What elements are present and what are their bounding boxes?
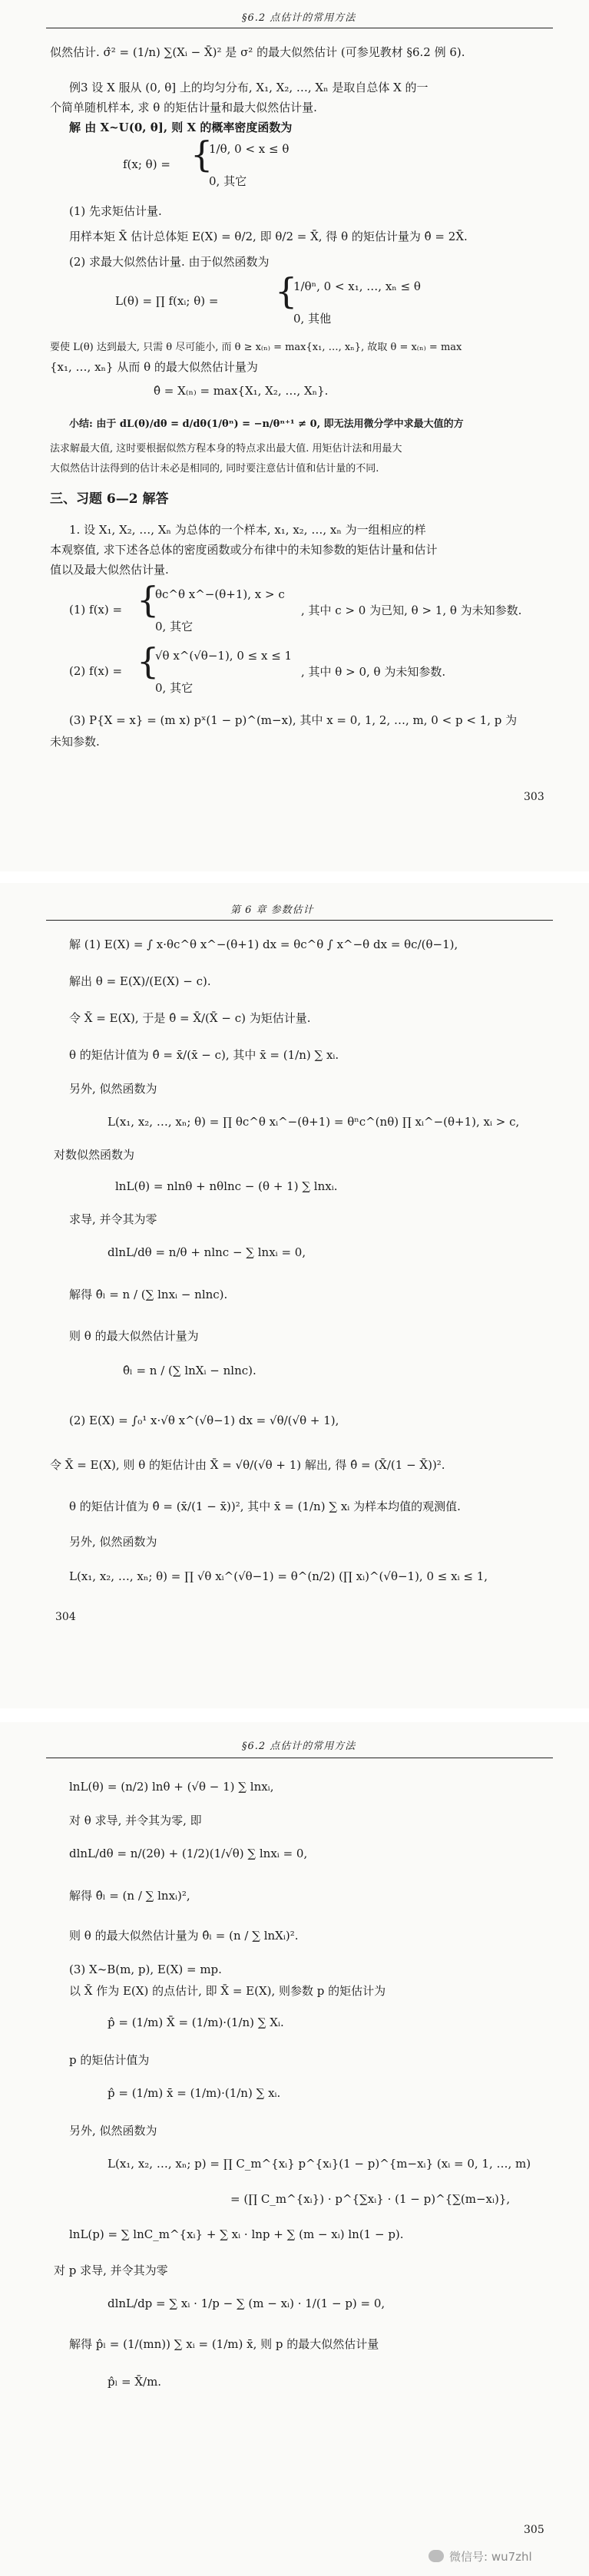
text-line: 对数似然函数为 (54, 1148, 135, 1162)
text-line: , 其中 c > 0 为已知, θ > 1, θ 为未知参数. (301, 603, 522, 617)
equation-case: 0, 其它 (155, 681, 194, 695)
text-line: {x₁, …, xₙ} 从而 θ 的最大似然估计量为 (50, 360, 258, 374)
solution-line: 解 (1) E(X) = ∫ x·θc^θ x^−(θ+1) dx = θc^θ ∫ x^−θ dx = θc/(θ−1), (69, 937, 458, 951)
page-number: 303 (524, 791, 544, 803)
text-line: 解出 θ = E(X)/(E(X) − c). (69, 974, 211, 988)
text-line: 令 X̄ = E(X), 于是 θ̂ = X̄/(X̄ − c) 为矩估计量. (69, 1011, 311, 1025)
brace: { (137, 579, 160, 620)
equation-case: 0, 其它 (209, 174, 247, 188)
equation: θ̂ = X₍ₙ₎ = max{X₁, X₂, …, Xₙ}. (154, 384, 329, 398)
running-header: §6.2 点估计的常用方法 (242, 1741, 356, 1752)
text-line: (3) X~B(m, p), E(X) = mp. (69, 1963, 222, 1976)
equation: p̂ₗ = X̄/m. (108, 2375, 162, 2389)
equation-lhs: L(θ) = ∏ f(xᵢ; θ) = (115, 294, 219, 308)
watermark: 微信号: wu7zhl (449, 2550, 532, 2564)
equation: p̂ = (1/m) X̄ = (1/m)·(1/n) ∑ Xᵢ. (108, 2015, 284, 2029)
text-line: 解得 θ̂ₗ = n / (∑ lnxᵢ − nlnc). (69, 1288, 228, 1301)
text-line: 求导, 并令其为零 (69, 1212, 157, 1226)
equation-lhs: f(x; θ) = (123, 157, 170, 171)
page-number: 305 (524, 2524, 544, 2536)
equation: dlnL/dθ = n/(2θ) + (1/2)(1/√θ) ∑ lnxᵢ = 0, (69, 1847, 308, 1860)
text-line: 对 p 求导, 并令其为零 (54, 2264, 168, 2277)
equation-case: 0, 其他 (293, 312, 332, 326)
text-line: 则 θ 的最大似然估计量为 (69, 1329, 199, 1343)
page-305 (0, 1722, 589, 2576)
text-line: 另外, 似然函数为 (69, 1082, 157, 1096)
equation: dlnL/dp = ∑ xᵢ · 1/p − ∑ (m − xᵢ) · 1/(1 − p) = 0, (108, 2297, 385, 2310)
text-line: 用样本矩 X̄ 估计总体矩 E(X) = θ/2, 即 θ/2 = X̄, 得 θ 的矩估计量为 θ̂ = 2X̄. (69, 230, 468, 243)
equation: lnL(θ) = nlnθ + nθlnc − (θ + 1) ∑ lnxᵢ. (115, 1179, 338, 1193)
exercise-line: 1. 设 X₁, X₂, …, Xₙ 为总体的一个样本, x₁, x₂, …, xₙ 为一组相应的样 (69, 523, 426, 537)
equation: θ̂ₗ = n / (∑ lnXᵢ − nlnc). (123, 1364, 256, 1377)
text-line: (3) P{X = x} = (m x) pˣ(1 − p)^(m−x), 其中 x = 0, 1, 2, …, m, 0 < p < 1, p 为 (69, 713, 518, 727)
equation: lnL(θ) = (n/2) lnθ + (√θ − 1) ∑ lnxᵢ, (69, 1780, 274, 1794)
brace: { (190, 134, 213, 175)
section-heading: 三、习题 6—2 解答 (50, 491, 169, 507)
equation: L(x₁, x₂, …, xₙ; θ) = ∏ √θ xᵢ^(√θ−1) = θ^(n/2) (∏ xᵢ)^(√θ−1), 0 ≤ xᵢ ≤ 1, (69, 1569, 488, 1583)
summary-line: 小结: 由于 dL(θ)/dθ = d/dθ(1/θⁿ) = −n/θⁿ⁺¹ ≠ 0, 即无法用微分学中求最大值的方 (69, 418, 464, 430)
text-line: 法求解最大值, 这时要根据似然方程本身的特点求出最大值. 用矩估计法和用最大 (50, 443, 402, 455)
equation: L(x₁, x₂, …, xₙ; θ) = ∏ θc^θ xᵢ^−(θ+1) = θⁿc^(nθ) ∏ xᵢ^−(θ+1), xᵢ > c, (108, 1115, 520, 1129)
equation: p̂ = (1/m) x̄ = (1/m)·(1/n) ∑ xᵢ. (108, 2086, 281, 2100)
brace: { (137, 640, 160, 682)
example-heading: 例3 设 X 服从 (0, θ] 上的均匀分布, X₁, X₂, …, Xₙ 是取自总体 X 的一 (69, 81, 429, 94)
equation-case: 1/θⁿ, 0 < x₁, …, xₙ ≤ θ (293, 279, 421, 293)
text-line: 本观察值, 求下述各总体的密度函数或分布律中的未知参数的矩估计量和估计 (50, 543, 438, 557)
equation: lnL(p) = ∑ lnC_m^{xᵢ} + ∑ xᵢ · lnp + ∑ (m − xᵢ) ln(1 − p). (69, 2227, 404, 2241)
text-line: 则 θ 的最大似然估计量为 θ̂ₗ = (n / ∑ lnXᵢ)². (69, 1929, 299, 1943)
page-304 (0, 883, 589, 1708)
text-line: 解得 θ̂ₗ = (n / ∑ lnxᵢ)², (69, 1889, 190, 1903)
text-line: 要使 L(θ) 达到最大, 只需 θ 尽可能小, 而 θ ≥ x₍ₙ₎ = max{x₁, …, xₙ}, 故取 θ = x₍ₙ₎ = max (50, 342, 462, 353)
header-rule (46, 920, 553, 921)
text-line: 值以及最大似然估计量. (50, 563, 169, 577)
text-line: (2) E(X) = ∫₀¹ x·√θ x^(√θ−1) dx = √θ/(√θ + 1), (69, 1414, 339, 1427)
text-line: 个简单随机样本, 求 θ 的矩估计量和最大似然估计量. (50, 101, 317, 114)
text-line: 对 θ 求导, 并令其为零, 即 (69, 1814, 202, 1827)
equation-case: 1/θ, 0 < x ≤ θ (209, 142, 290, 156)
text-line: θ 的矩估计值为 θ̂ = x̄/(x̄ − c), 其中 x̄ = (1/n) ∑ xᵢ. (69, 1048, 339, 1062)
equation-lhs: (1) f(x) = (69, 603, 123, 617)
text-line: (1) 先求矩估计量. (69, 204, 162, 218)
equation: dlnL/dθ = n/θ + nlnc − ∑ lnxᵢ = 0, (108, 1245, 306, 1259)
equation-case: θc^θ x^−(θ+1), x > c (155, 587, 285, 601)
page-number: 304 (55, 1611, 76, 1623)
text-line: , 其中 θ > 0, θ 为未知参数. (301, 665, 446, 679)
text-line: 未知参数. (50, 735, 100, 749)
solution-line: 解 由 X~U(0, θ], 则 X 的概率密度函数为 (69, 121, 293, 134)
text-line: 以 X̄ 作为 E(X) 的点估计, 即 X̄ = E(X), 则参数 p 的矩估计为 (69, 1984, 386, 1998)
wechat-icon (429, 2550, 444, 2562)
text-line: 另外, 似然函数为 (69, 2124, 157, 2138)
brace: { (275, 270, 298, 312)
text-line: (2) 求最大似然估计量. 由于似然函数为 (69, 255, 270, 269)
text-line: 大似然估计法得到的估计未必是相同的, 同时要注意估计值和估计量的不同. (50, 463, 379, 475)
equation-lhs: (2) f(x) = (69, 664, 123, 678)
text-line: θ 的矩估计值为 θ̂ = (x̄/(1 − x̄))², 其中 x̄ = (1/n) ∑ xᵢ 为样本均值的观测值. (69, 1500, 461, 1513)
text-line: 似然估计. σ̂² = (1/n) ∑(Xᵢ − X̄)² 是 σ² 的最大似然估计 (可参见教材 §6.2 例 6). (50, 45, 465, 59)
equation: = (∏ C_m^{xᵢ}) · p^{∑xᵢ} · (1 − p)^{∑(m−xᵢ)}, (230, 2192, 511, 2206)
text-line: 另外, 似然函数为 (69, 1535, 157, 1549)
text-line: 解得 p̂ₗ = (1/(mn)) ∑ xᵢ = (1/m) x̄, 则 p 的最大似然估计量 (69, 2337, 379, 2351)
running-header: §6.2 点估计的常用方法 (242, 12, 356, 24)
equation-case: 0, 其它 (155, 620, 194, 633)
text-line: p 的矩估计值为 (69, 2053, 150, 2067)
equation: L(x₁, x₂, …, xₙ; p) = ∏ C_m^{xᵢ} p^{xᵢ}(1 − p)^{m−xᵢ} (xᵢ = 0, 1, …, m) (108, 2157, 531, 2171)
equation-case: √θ x^(√θ−1), 0 ≤ x ≤ 1 (155, 649, 293, 663)
page-303 (0, 0, 589, 871)
running-header: 第 6 章 参数估计 (230, 904, 314, 916)
text-line: 令 X̄ = E(X), 则 θ 的矩估计由 X̄ = √θ/(√θ + 1) 解出, 得 θ̂ = (X̄/(1 − X̄))². (50, 1458, 445, 1472)
